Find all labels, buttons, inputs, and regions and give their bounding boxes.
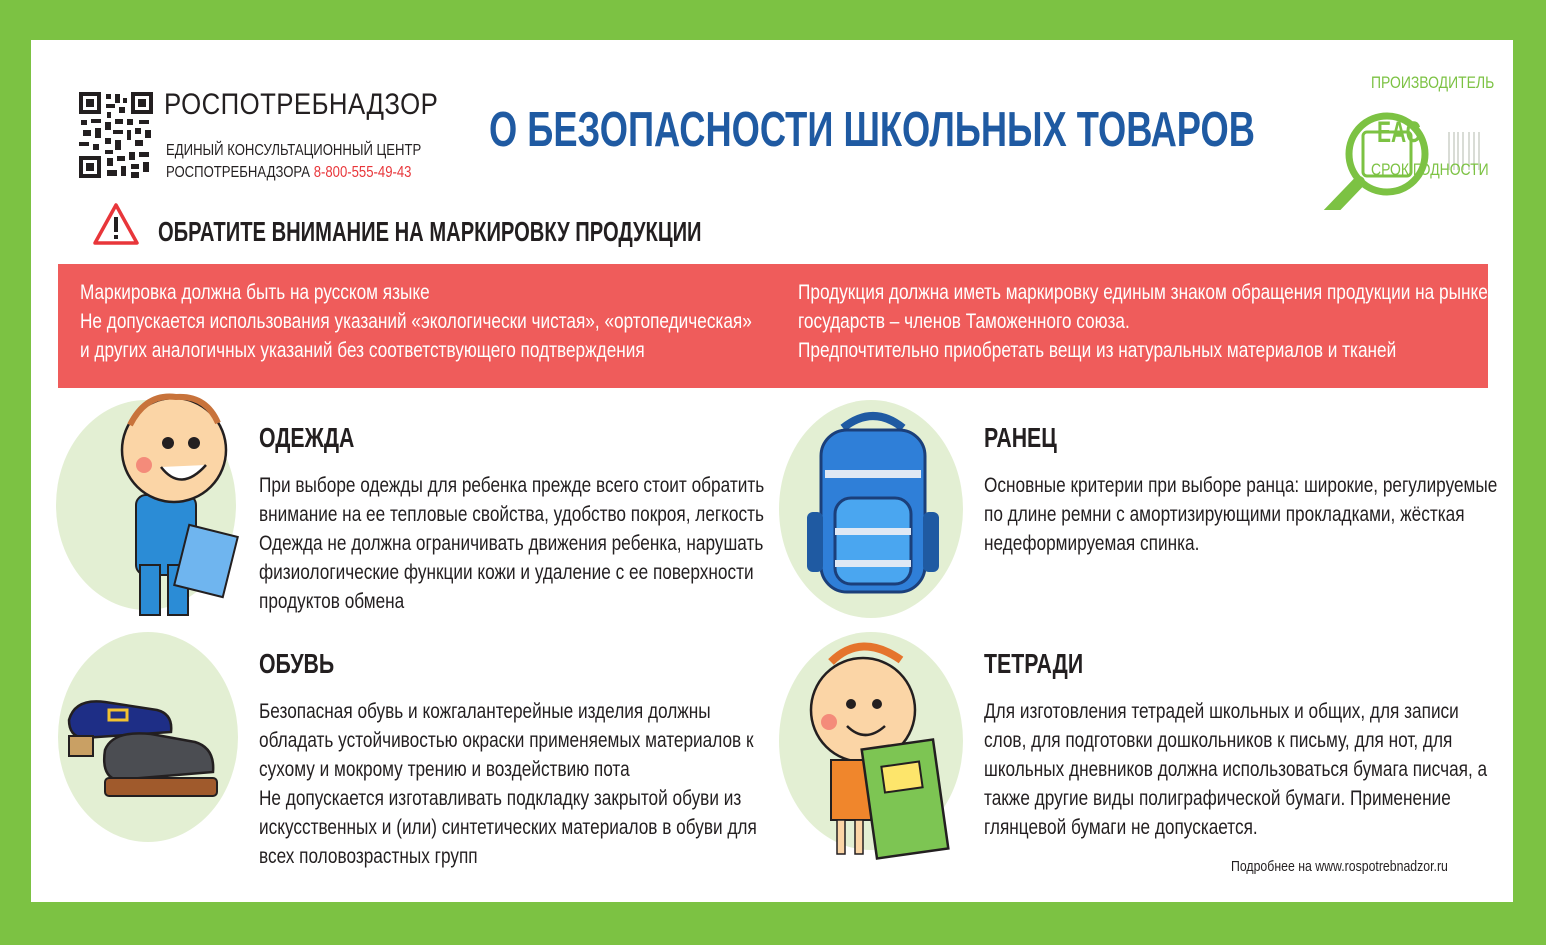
warning-heading: ОБРАТИТЕ ВНИМАНИЕ НА МАРКИРОВКУ ПРОДУКЦИИ <box>158 216 702 247</box>
shoes-icon <box>65 680 225 810</box>
notebooks-title: ТЕТРАДИ <box>984 648 1084 679</box>
clothes-text: При выборе одежды для ребенка прежде всего стоит обратить внимание на ее тепловые свойства, удобство покроя, легкость Одежда не должна ограничивать движения ребенка, нарушать физиологические функции кожи и удаление с ее поверхности продуктов обмена <box>259 474 765 613</box>
shoes-title: ОБУВЬ <box>259 648 335 679</box>
warning-triangle-icon <box>93 202 139 246</box>
eac-expiry-label: СРОК ГОДНОСТИ <box>1371 160 1489 179</box>
shoes-text: Безопасная обувь и кожгалантерейные изделия должны обладать устойчивостью окраски применяемых материалов к сухому и мокрому трению и воздействию пота Не допускается изготавливать подкладку закрытой обуви из искусственных и (или) синтетических материалов в обуви для всех половозрастных групп <box>259 700 757 868</box>
boy-illustration-icon <box>106 385 246 625</box>
notebooks-text: Для изготовления тетрадей школьных и общих, для записи слов, для подготовки дошкольников к письму, для нот, для школьных дневников должна использоваться бумага писчая, а также другие виды полиграфической бумаги. Применение глянцевой бумаги не допускается. <box>984 700 1488 839</box>
backpack-icon <box>803 408 943 598</box>
backpack-text: Основные критерии при выборе ранца: широкие, регулируемые по длине ремни с амортизирующими прокладками, жёсткая недеформируемая спинка. <box>984 474 1498 555</box>
phone-number: 8-800-555-49-43 <box>313 164 412 181</box>
clothes-title: ОДЕЖДА <box>259 422 355 453</box>
eac-mark: ЕАС <box>1377 116 1421 149</box>
eac-manufacturer-label: ПРОИЗВОДИТЕЛЬ <box>1371 73 1495 92</box>
org-subtitle: ЕДИНЫЙ КОНСУЛЬТАЦИОННЫЙ ЦЕНТР РОСПОТРЕБНАДЗОРА 8-800-555-49-43 <box>166 142 422 181</box>
page-title: О БЕЗОПАСНОСТИ ШКОЛЬНЫХ ТОВАРОВ <box>489 103 1255 157</box>
backpack-title: РАНЕЦ <box>984 422 1057 453</box>
qr-code-icon <box>79 92 153 178</box>
poster-card <box>31 40 1513 902</box>
band-right-text: Продукция должна иметь маркировку единым знаком обращения продукции на рынке государств – членов Таможенного союза. Предпочтительно приобретать вещи из натуральных материалов и тканей <box>798 281 1488 362</box>
band-left-text: Маркировка должна быть на русском языке Не допускается использования указаний «экологически чистая», «ортопедическая» и других аналогичных указаний без соответствующего подтверждения <box>80 281 752 362</box>
girl-with-notebook-icon <box>791 638 951 860</box>
org-name: РОСПОТРЕБНАДЗОР <box>164 88 439 121</box>
footer-website-note: Подробнее на www.rospotrebnadzor.ru <box>1231 858 1448 875</box>
